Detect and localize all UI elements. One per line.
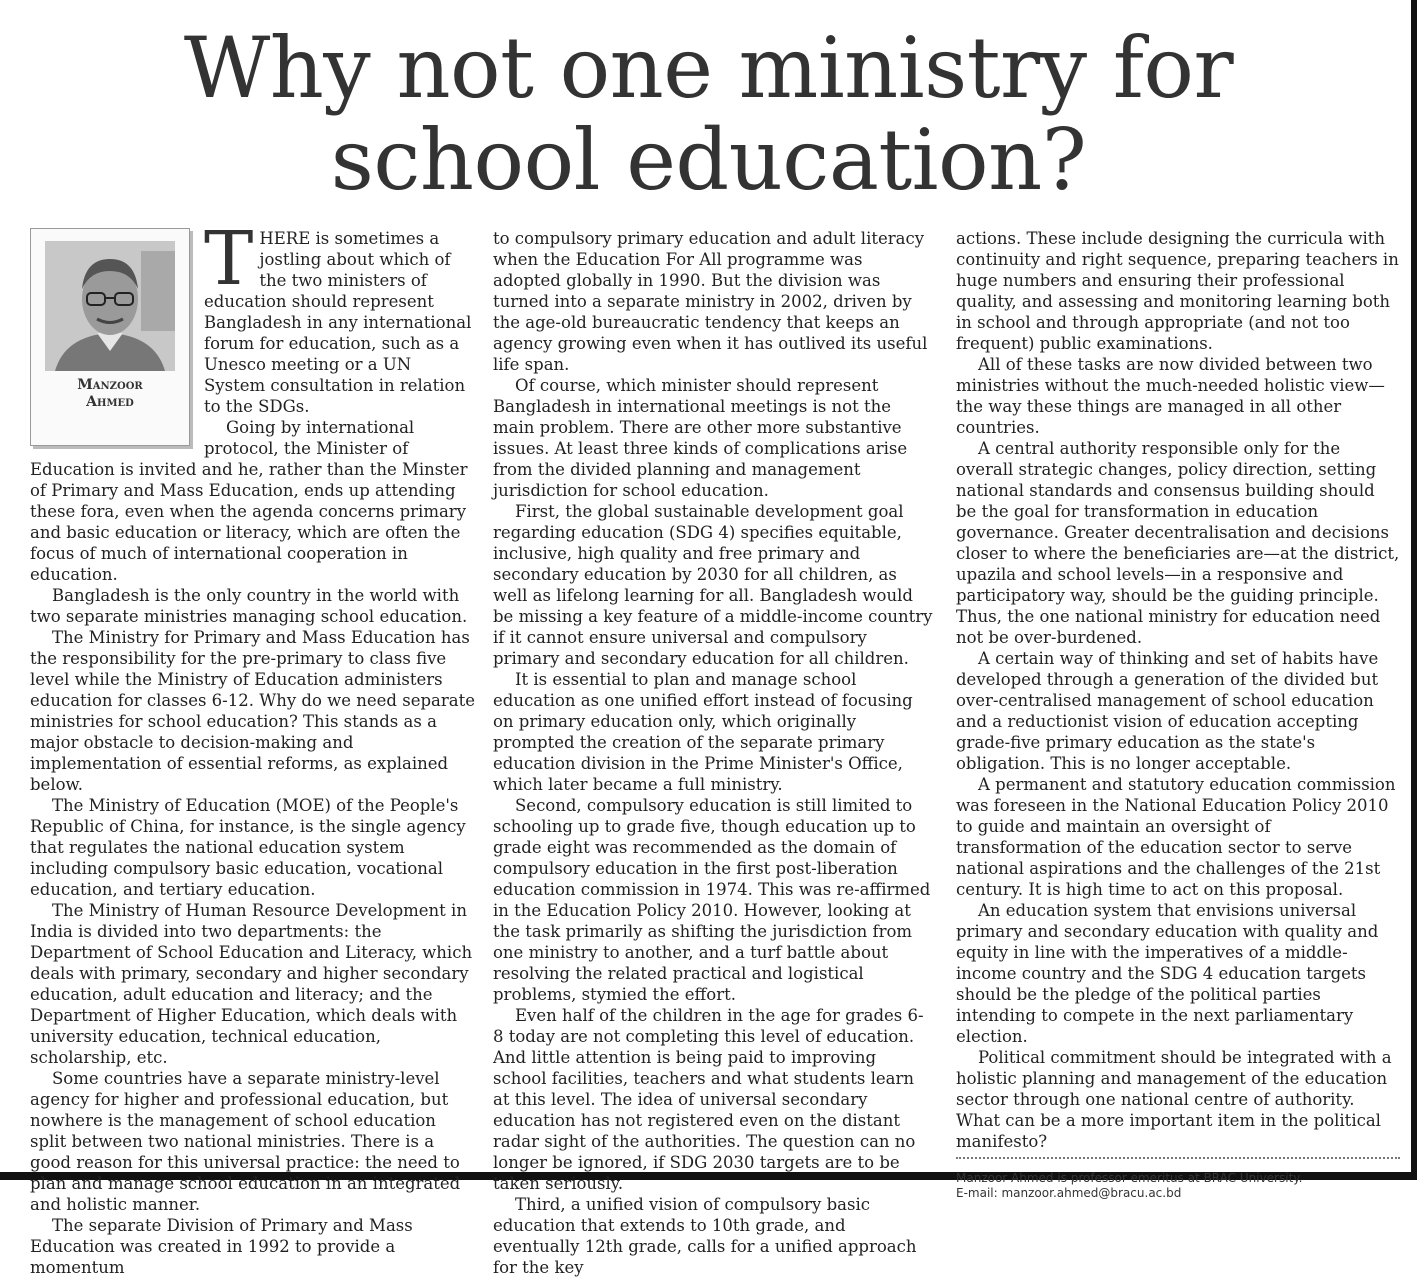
- paragraph: Some countries have a separate ministry-level agency for higher and professional education, but nowhere is the management of school education split between two national ministries. There is a good reason for this universal practice: the need to plan and manage school education in an integrated and holistic manner.: [30, 1069, 461, 1214]
- author-bio: [956, 1171, 1400, 1201]
- paragraph: Even half of the children in the age for grades 6-8 today are not completing this level of education. And little attention is being paid to improving school facilities, teachers and what students learn at this level. The idea of universal secondary education has not registered even on the distant radar sight of the authorities. The question can no longer be ignored, if SDG 2030 targets are to be taken seriously.: [493, 1006, 924, 1193]
- paragraph-1-text: HERE is sometimes a jostling about which of the two ministers of education should represent Bangladesh in any international forum for education, such as a Unesco meeting or a UN System consultation in relation to the SDGs.: [204, 229, 472, 416]
- article-column-1: [30, 216, 475, 1278]
- author-name: [45, 377, 175, 411]
- headline-line-1: Why not one ministry for: [183, 19, 1234, 117]
- bio-email: E-mail: manzoor.ahmed@bracu.ac.bd: [956, 1186, 1182, 1200]
- paragraph: Third, a unified vision of compulsory basic education that extends to 10th grade, and eventually 12th grade, calls for a unified approach for the key: [493, 1195, 917, 1277]
- paragraph: actions. These include designing the curricula with continuity and right sequence, preparing teachers in huge numbers and ensuring their professional quality, and assessing and monitoring learning both in school and through appropriate (and not too frequent) public examinations.: [956, 229, 1399, 353]
- paragraph: The Ministry of Human Resource Development in India is divided into two departments: the Department of School Education and Literacy, which deals with primary, secondary and higher secondary education, adult education and literacy; and the Department of Higher Education, which deals with university education, technical education, scholarship, etc.: [30, 901, 473, 1067]
- paragraph: A certain way of thinking and set of habits have developed through a generation of the divided but over-centralised management of school education and a reductionist vision of education accepting grade-five primary education as the state's obligation. This is no longer acceptable.: [956, 649, 1379, 773]
- author-box: [30, 228, 190, 446]
- author-portrait-icon: [45, 241, 175, 371]
- paragraph: The Ministry of Education (MOE) of the People's Republic of China, for instance, is the single agency that regulates the national education system including compulsory basic education, vocational education, and tertiary education.: [30, 796, 466, 899]
- article-column-3: [956, 228, 1400, 1201]
- drop-cap: T: [204, 216, 254, 302]
- paragraph: Political commitment should be integrated with a holistic planning and management of the education sector through one national centre of authority. What can be a more important item in the political manifesto?: [956, 1048, 1392, 1151]
- headline: [0, 19, 1417, 209]
- paragraph: A central authority responsible only for the overall strategic changes, policy direction, setting national standards and consensus building should be the goal for transformation in education governance. Greater decentralisation and decisions closer to where the beneficiaries are—at the district, upazila and school levels—in a responsive and participatory way, should be the guiding principle. Thus, the one national ministry for education need not be over-burdened.: [956, 439, 1400, 647]
- paragraph: Of course, which minister should represent Bangladesh in international meetings is not the main problem. There are other more substantive issues. At least three kinds of complications arise from the divided planning and management jurisdiction for school education.: [493, 376, 908, 500]
- author-name-line-1: Manzoor: [77, 377, 143, 393]
- paragraph: It is essential to plan and manage school education as one unified effort instead of focusing on primary education only, which originally prompted the creation of the separate primary education division in the Prime Minister's Office, which later became a full ministry.: [493, 670, 913, 794]
- paragraph: Bangladesh is the only country in the world with two separate ministries managing school education.: [30, 586, 468, 626]
- bio-line-1: Manzoor Ahmed is professor emeritus at BRAC University.: [956, 1171, 1303, 1185]
- author-photo: [45, 241, 175, 371]
- paragraph: The Ministry for Primary and Mass Education has the responsibility for the pre-primary to class five level while the Ministry of Education administers education for classes 6-12. Why do we need separate ministries for school education? This stands as a major obstacle to decision-making and implementation of essential reforms, as explained below.: [30, 628, 475, 794]
- paragraph: Second, compulsory education is still limited to schooling up to grade five, though education up to grade eight was recommended as the domain of compulsory education in the first post-liberation education commission in 1974. This was re-affirmed in the Education Policy 2010. However, looking at the task primarily as shifting the jurisdiction from one ministry to another, and a turf battle about resolving the related practical and logistical problems, stymied the effort.: [493, 796, 931, 1004]
- headline-line-2: school education?: [330, 111, 1087, 209]
- paragraph: An education system that envisions universal primary and secondary education with quality and equity in line with the imperatives of a middle-income country and the SDG 4 education targets should be the pledge of the political parties intending to compete in the next parliamentary election.: [956, 901, 1379, 1046]
- paragraph: to compulsory primary education and adult literacy when the Education For All programme was adopted globally in 1990. But the division was turned into a separate ministry in 2002, driven by the age-old bureaucratic tendency that keeps an agency growing even when it has outlived its useful life span.: [493, 229, 928, 374]
- paragraph: All of these tasks are now divided between two ministries without the much-needed holistic view—the way these things are managed in all other countries.: [956, 355, 1385, 437]
- dotted-divider: [956, 1157, 1400, 1159]
- author-name-line-2: Ahmed: [86, 394, 134, 410]
- paragraph: The separate Division of Primary and Mass Education was created in 1992 to provide a momentum: [30, 1216, 413, 1277]
- article-column-2: [493, 228, 933, 1278]
- paragraph: Going by international protocol, the Minister of Education is invited and he, rather than the Minster of Primary and Mass Education, ends up attending these fora, even when the agenda concerns primary and basic education or literacy, which are often the focus of much of international cooperation in education.: [30, 418, 468, 584]
- paragraph: A permanent and statutory education commission was foreseen in the National Education Policy 2010 to guide and maintain an oversight of transformation of the education sector to serve national aspirations and the challenges of the 21st century. It is high time to act on this proposal.: [956, 775, 1396, 899]
- paragraph: First, the global sustainable development goal regarding education (SDG 4) specifies equitable, inclusive, high quality and free primary and secondary education by 2030 for all children, as well as lifelong learning for all. Bangladesh would be missing a key feature of a middle-income country if it cannot ensure universal and compulsory primary and secondary education for all children.: [493, 502, 933, 668]
